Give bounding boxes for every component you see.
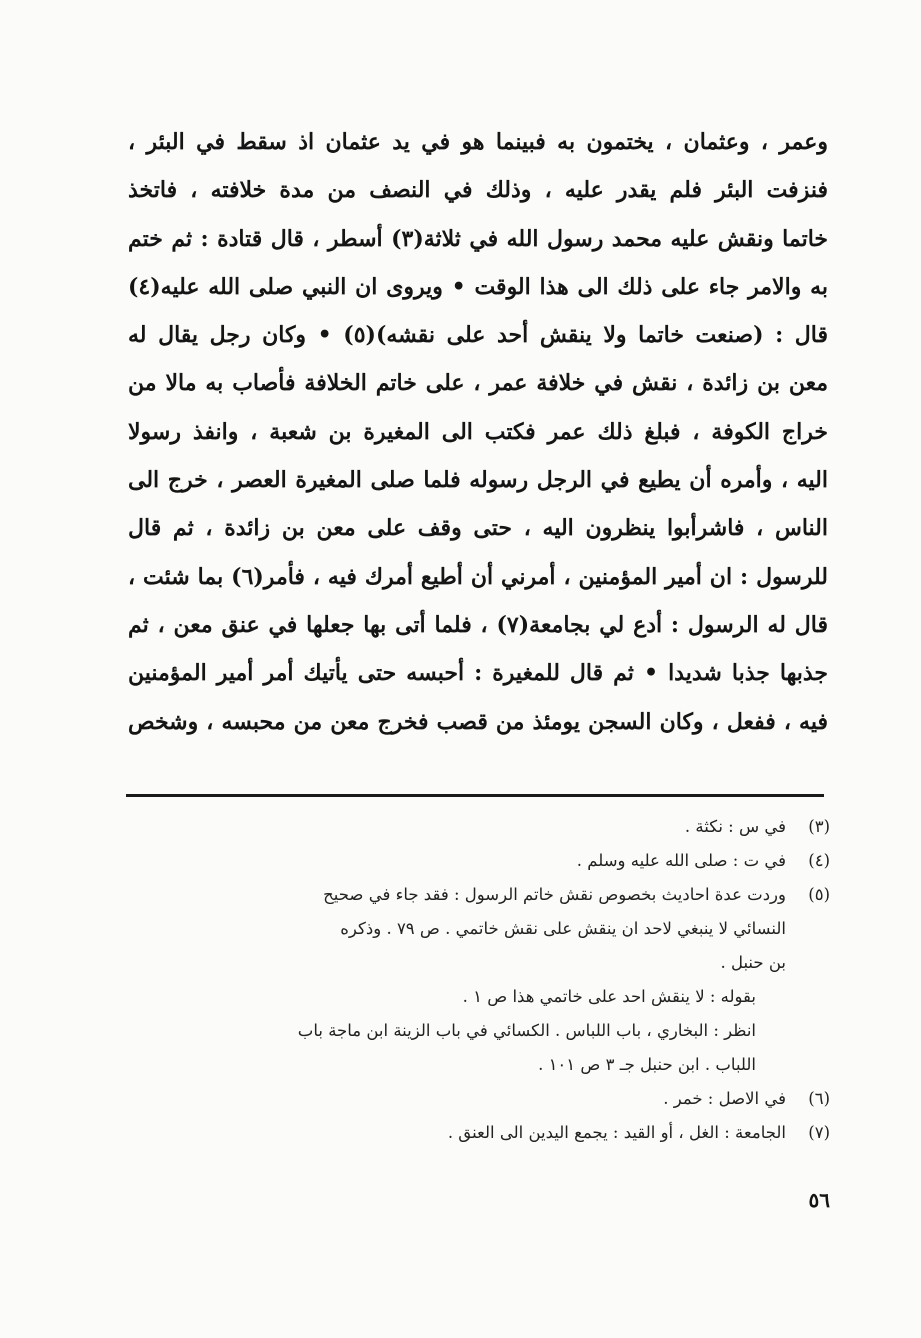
footnote-body [118,1116,786,1150]
text-line: قال له الرسول : أدع لي بجامعة(٧) ، فلما أتى بها جعلها في عنق معن ، ثم [128,611,828,638]
footnote-7 [118,1116,830,1150]
text-line: وعمر ، وعثمان ، يختمون به فبينما هو في يد عثمان اذ سقط في البئر ، [128,129,828,155]
text-line: خاتما ونقش عليه محمد رسول الله في ثلاثة(٣) أسطر ، قال قتادة : ثم ختم [128,225,828,252]
footnote-body [118,1082,786,1116]
page-number: ٥٦ [808,1188,830,1212]
footnote-number: (٧) [808,1123,830,1142]
footnote-line: انظر : البخاري ، باب اللباس . الكسائي في باب الزينة ابن ماجة باب [297,1021,756,1040]
text-line: معن بن زائدة ، نقش في خلافة عمر ، على خاتم الخلافة فأصاب به مالا من [128,370,828,397]
footnote-line: في س : نكثة . [684,817,786,836]
footnote-line: في الاصل : خمر . [663,1089,786,1108]
footnotes [118,810,830,1150]
footnote-line: بقوله : لا ينقش احد على خاتمي هذا ص ١ . [462,987,756,1006]
footnote-line: النسائي لا ينبغي لاحد ان ينقش على نقش خاتمي . ص ٧٩ . وذكره [340,919,786,938]
footnote-body [118,878,786,1082]
footnote-line: وردت عدة احاديث بخصوص نقش خاتم الرسول : فقد جاء في صحيح [323,885,786,904]
text-line: فنزفت البئر فلم يقدر عليه ، وذلك في النصف من مدة خلافته ، فاتخذ [128,177,828,204]
footnote-line: الجامعة : الغل ، أو القيد : يجمع اليدين الى العنق . [447,1123,786,1142]
footnote-3 [118,810,830,844]
footnote-number: (٣) [808,817,830,836]
footnote-body [118,844,786,878]
text-line: قال : (صنعت خاتما ولا ينقش أحد على نقشه)(٥) • وكان رجل يقال له [128,322,828,349]
main-text [128,118,828,746]
text-line: اليه ، وأمره أن يطيع في الرجل رسوله فلما صلى المغيرة العصر ، خرج الى [128,467,828,494]
text-line: الناس ، فاشرأبوا ينظرون اليه ، حتى وقف على معن بن زائدة ، ثم قال [128,515,828,542]
text-line: فيه ، ففعل ، وكان السجن يومئذ من قصب فخرج معن من محبسه ، وشخص [128,708,828,735]
text-line: جذبها جذبا شديدا • ثم قال للمغيرة : أحبسه حتى يأتيك أمر أمير المؤمنين [128,660,828,687]
footnote-line: اللباب . ابن حنبل جـ ٣ ص ١٠١ . [538,1055,756,1074]
footnote-6 [118,1082,830,1116]
footnote-number: (٦) [808,1089,830,1108]
footnote-line: بن حنبل . [720,953,786,972]
footnote-body [118,810,786,844]
footnote-line: في ت : صلى الله عليه وسلم . [576,851,786,870]
footnote-divider [126,794,824,797]
text-line: خراج الكوفة ، فبلغ ذلك عمر فكتب الى المغيرة بن شعبة ، وانفذ رسولا [128,418,828,445]
text-line: للرسول : ان أمير المؤمنين ، أمرني أن أطيع أمرك فيه ، فأمر(٦) بما شئت ، [128,563,828,590]
footnote-4 [118,844,830,878]
footnote-5 [118,878,830,1082]
footnote-number: (٤) [808,851,830,870]
footnote-number: (٥) [808,885,830,904]
text-line: به والامر جاء على ذلك الى هذا الوقت • ويروى ان النبي صلى الله عليه(٤) [128,273,828,300]
